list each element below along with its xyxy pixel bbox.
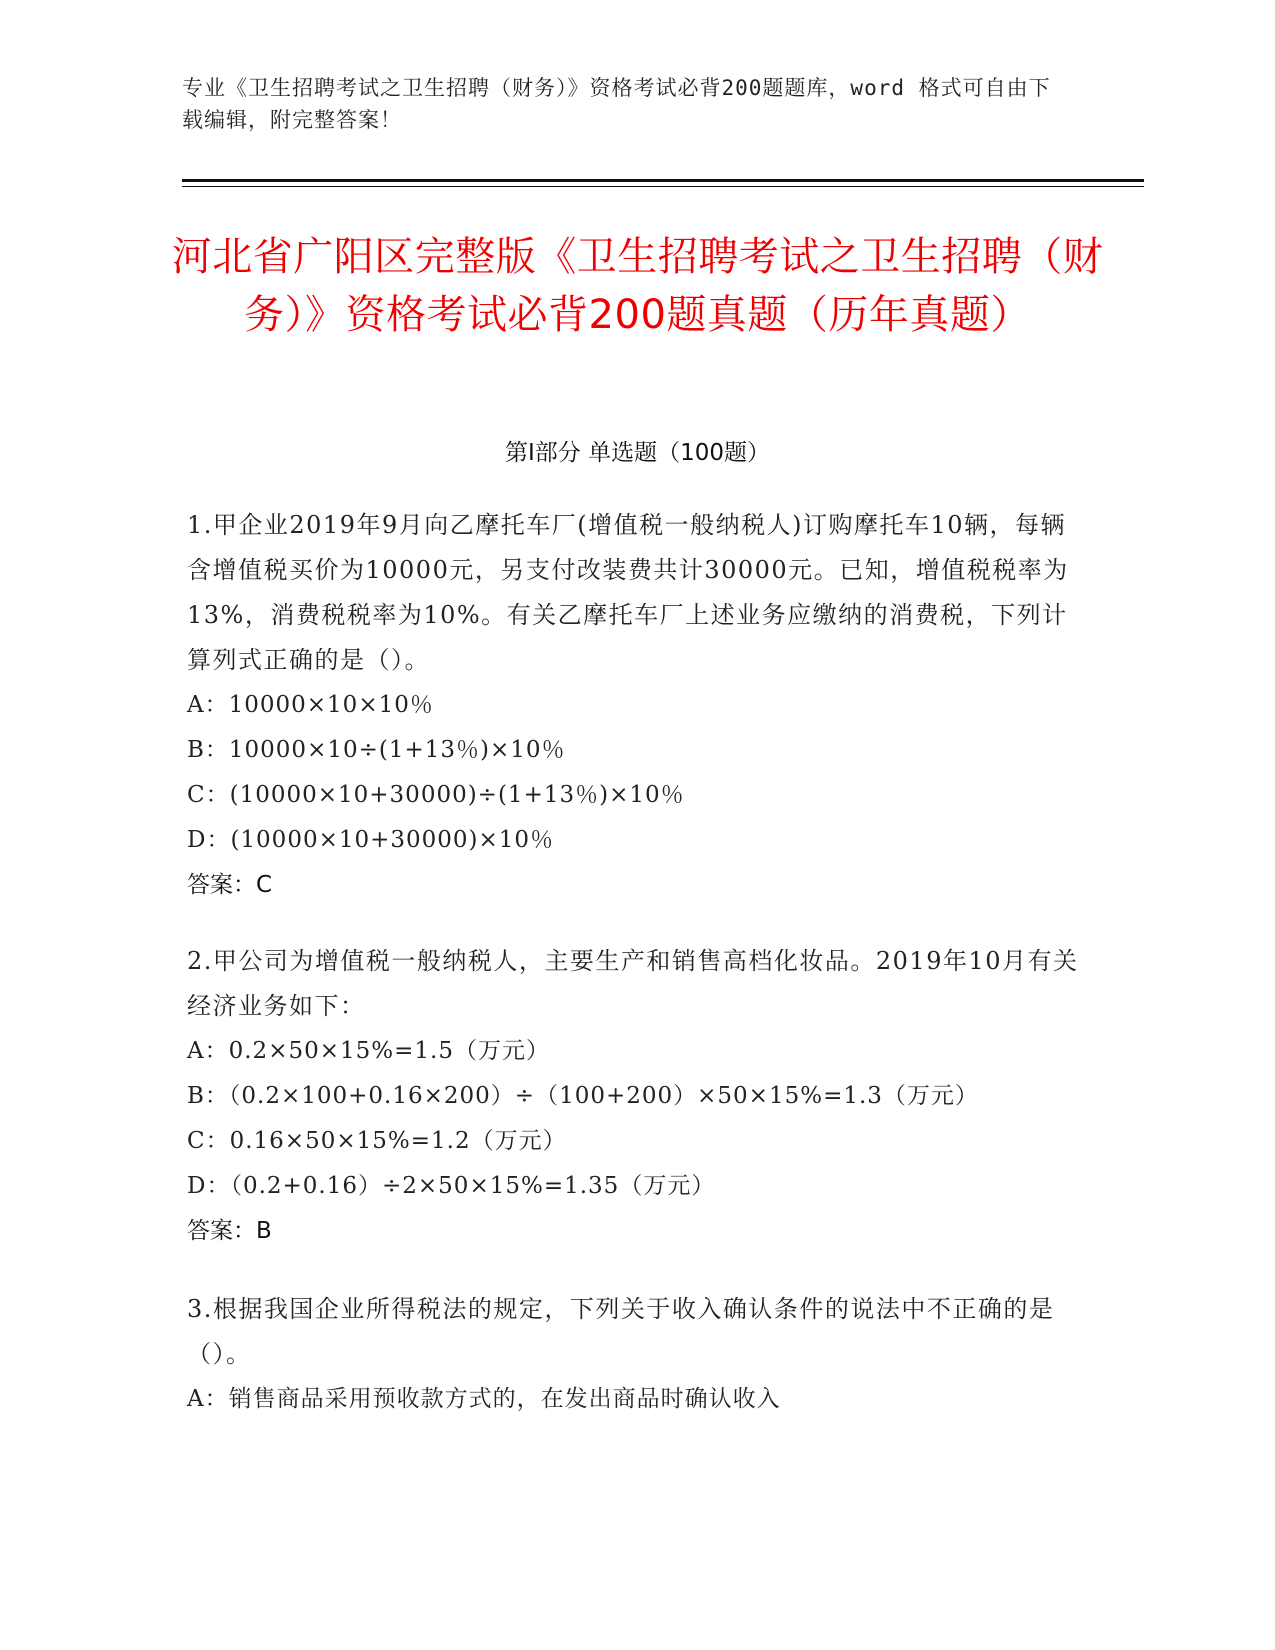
document-title: 河北省广阳区完整版《卫生招聘考试之卫生招聘（财务）》资格考试必背200题真题（历年真题） — [171, 234, 1104, 338]
option-a: A：10000×10×10％ — [187, 692, 434, 718]
intro-text: 专业《卫生招聘考试之卫生招聘（财务）》资格考试必背200题题库，word 格式可自由下载编辑，附完整答案！ — [182, 76, 1051, 132]
question-text: 2.甲公司为增值税一般纳税人，主要生产和销售高档化妆品。2019年10月有关经济业务如下： — [187, 947, 1079, 1020]
section-heading: 第Ⅰ部分 单选题（100题） — [505, 440, 770, 466]
question-2 — [187, 939, 1087, 1254]
header-divider-thick — [182, 179, 1144, 182]
option-a: A：0.2×50×15%=1.5（万元） — [187, 1038, 550, 1064]
option-c: C：(10000×10+30000)÷(1+13％)×10％ — [187, 782, 685, 808]
option-d: D：（0.2+0.16）÷2×50×15%=1.35（万元） — [187, 1173, 716, 1199]
option-a: A：销售商品采用预收款方式的，在发出商品时确认收入 — [187, 1386, 781, 1412]
question-text: 3.根据我国企业所得税法的规定，下列关于收入确认条件的说法中不正确的是（）。 — [187, 1295, 1055, 1368]
answer-line: 答案：C — [187, 872, 273, 898]
question-1 — [187, 503, 1087, 908]
option-d: D：(10000×10+30000)×10％ — [187, 827, 555, 853]
option-b: B：（0.2×100+0.16×200）÷（100+200）×50×15%=1.3（万元） — [187, 1083, 979, 1109]
option-b: B：10000×10÷(1+13％)×10％ — [187, 737, 566, 763]
question-text: 1.甲企业2019年9月向乙摩托车厂(增值税一般纳税人)订购摩托车10辆，每辆含增值税买价为10000元，另支付改装费共计30000元。已知，增值税税率为13%，消费税税率为10%。有关乙摩托车厂上述业务应缴纳的消费税，下列计算列式正确的是（）。 — [187, 511, 1069, 674]
question-3 — [187, 1287, 1087, 1422]
header-divider-thin — [182, 186, 1144, 187]
option-c: C：0.16×50×15%=1.2（万元） — [187, 1128, 567, 1154]
answer-line: 答案：B — [187, 1218, 272, 1244]
